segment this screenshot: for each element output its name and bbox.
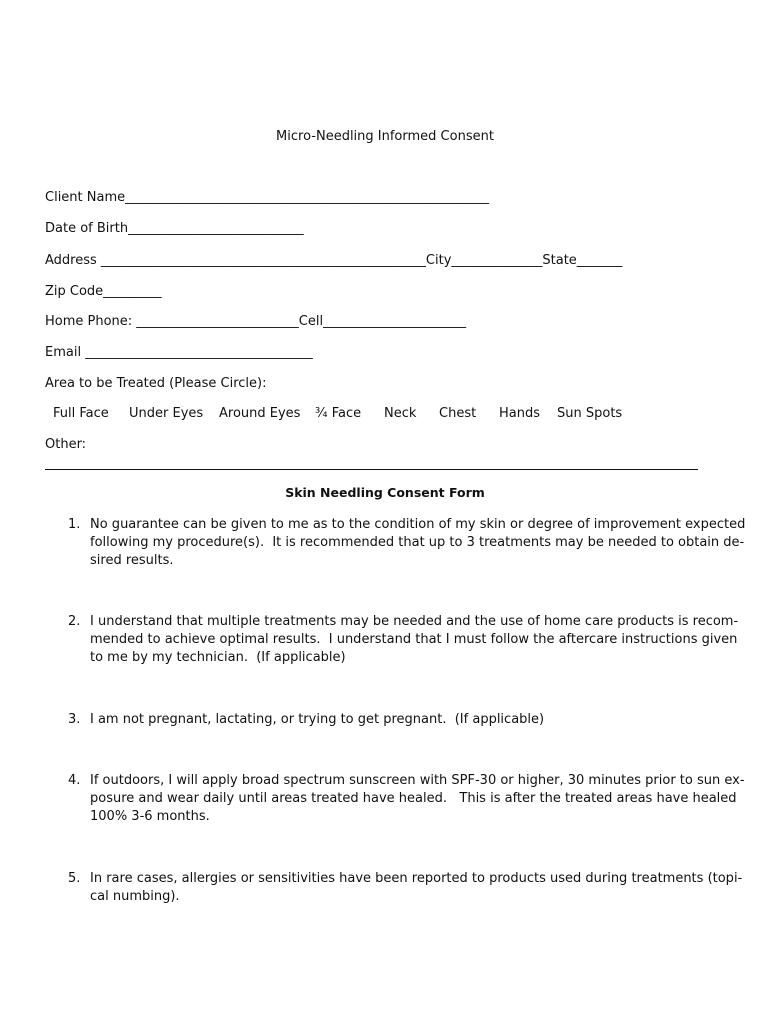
area-option-full-face[interactable]: Full Face xyxy=(53,406,109,421)
item-text-line: No guarantee can be given to me as to the condition of my skin or degree of improvement expected xyxy=(90,517,746,532)
document-title: Micro-Needling Informed Consent xyxy=(276,129,494,144)
item-number: 5. xyxy=(68,871,81,886)
item-text-line: posure and wear daily until areas treated have healed. This is after the treated areas have healed xyxy=(90,791,737,806)
area-option-neck[interactable]: Neck xyxy=(384,406,417,421)
area-option-sun-spots[interactable]: Sun Spots xyxy=(557,406,623,421)
item-number: 3. xyxy=(68,712,81,727)
item-text-line: I am not pregnant, lactating, or trying to get pregnant. (If applicable) xyxy=(90,712,545,727)
item-text-line: mended to achieve optimal results. I understand that I must follow the aftercare instructions given xyxy=(90,632,738,647)
area-option-hands[interactable]: Hands xyxy=(499,406,541,421)
area-option-chest[interactable]: Chest xyxy=(439,406,477,421)
area-option-under-eyes[interactable]: Under Eyes xyxy=(129,406,204,421)
item-text-line: I understand that multiple treatments may be needed and the use of home care products is recom- xyxy=(90,614,739,629)
area-option-around-eyes[interactable]: Around Eyes xyxy=(219,406,301,421)
item-text-line: following my procedure(s). It is recommended that up to 3 treatments may be needed to obtain de- xyxy=(90,535,745,550)
item-text-line: to me by my technician. (If applicable) xyxy=(90,650,346,665)
other-field[interactable] xyxy=(45,469,698,470)
item-text-line: cal numbing). xyxy=(90,889,180,904)
item-text-line: 100% 3-6 months. xyxy=(90,809,210,824)
item-number: 2. xyxy=(68,614,81,629)
date-of-birth-field[interactable]: Date of Birth___________________________ xyxy=(45,221,304,236)
area-prompt: Area to be Treated (Please Circle): xyxy=(45,376,267,391)
area-option-three-quarter-face[interactable]: ¾ Face xyxy=(315,406,362,421)
item-text-line: sired results. xyxy=(90,553,174,568)
address-field[interactable]: Address __________________________________________________City______________State_______ xyxy=(45,253,623,268)
zip-code-field[interactable]: Zip Code_________ xyxy=(45,284,162,299)
other-label: Other: xyxy=(45,437,87,452)
item-text-line: In rare cases, allergies or sensitivities have been reported to products used during treatments (topi- xyxy=(90,871,743,886)
item-number: 4. xyxy=(68,773,81,788)
client-name-field[interactable]: Client Name________________________________________________________ xyxy=(45,190,490,205)
item-text-line: If outdoors, I will apply broad spectrum sunscreen with SPF-30 or higher, 30 minutes prior to sun ex- xyxy=(90,773,745,788)
phone-field[interactable]: Home Phone: _________________________Cell______________________ xyxy=(45,314,467,329)
item-number: 1. xyxy=(68,517,81,532)
email-field[interactable]: Email ___________________________________ xyxy=(45,345,313,360)
section-title: Skin Needling Consent Form xyxy=(285,485,485,500)
